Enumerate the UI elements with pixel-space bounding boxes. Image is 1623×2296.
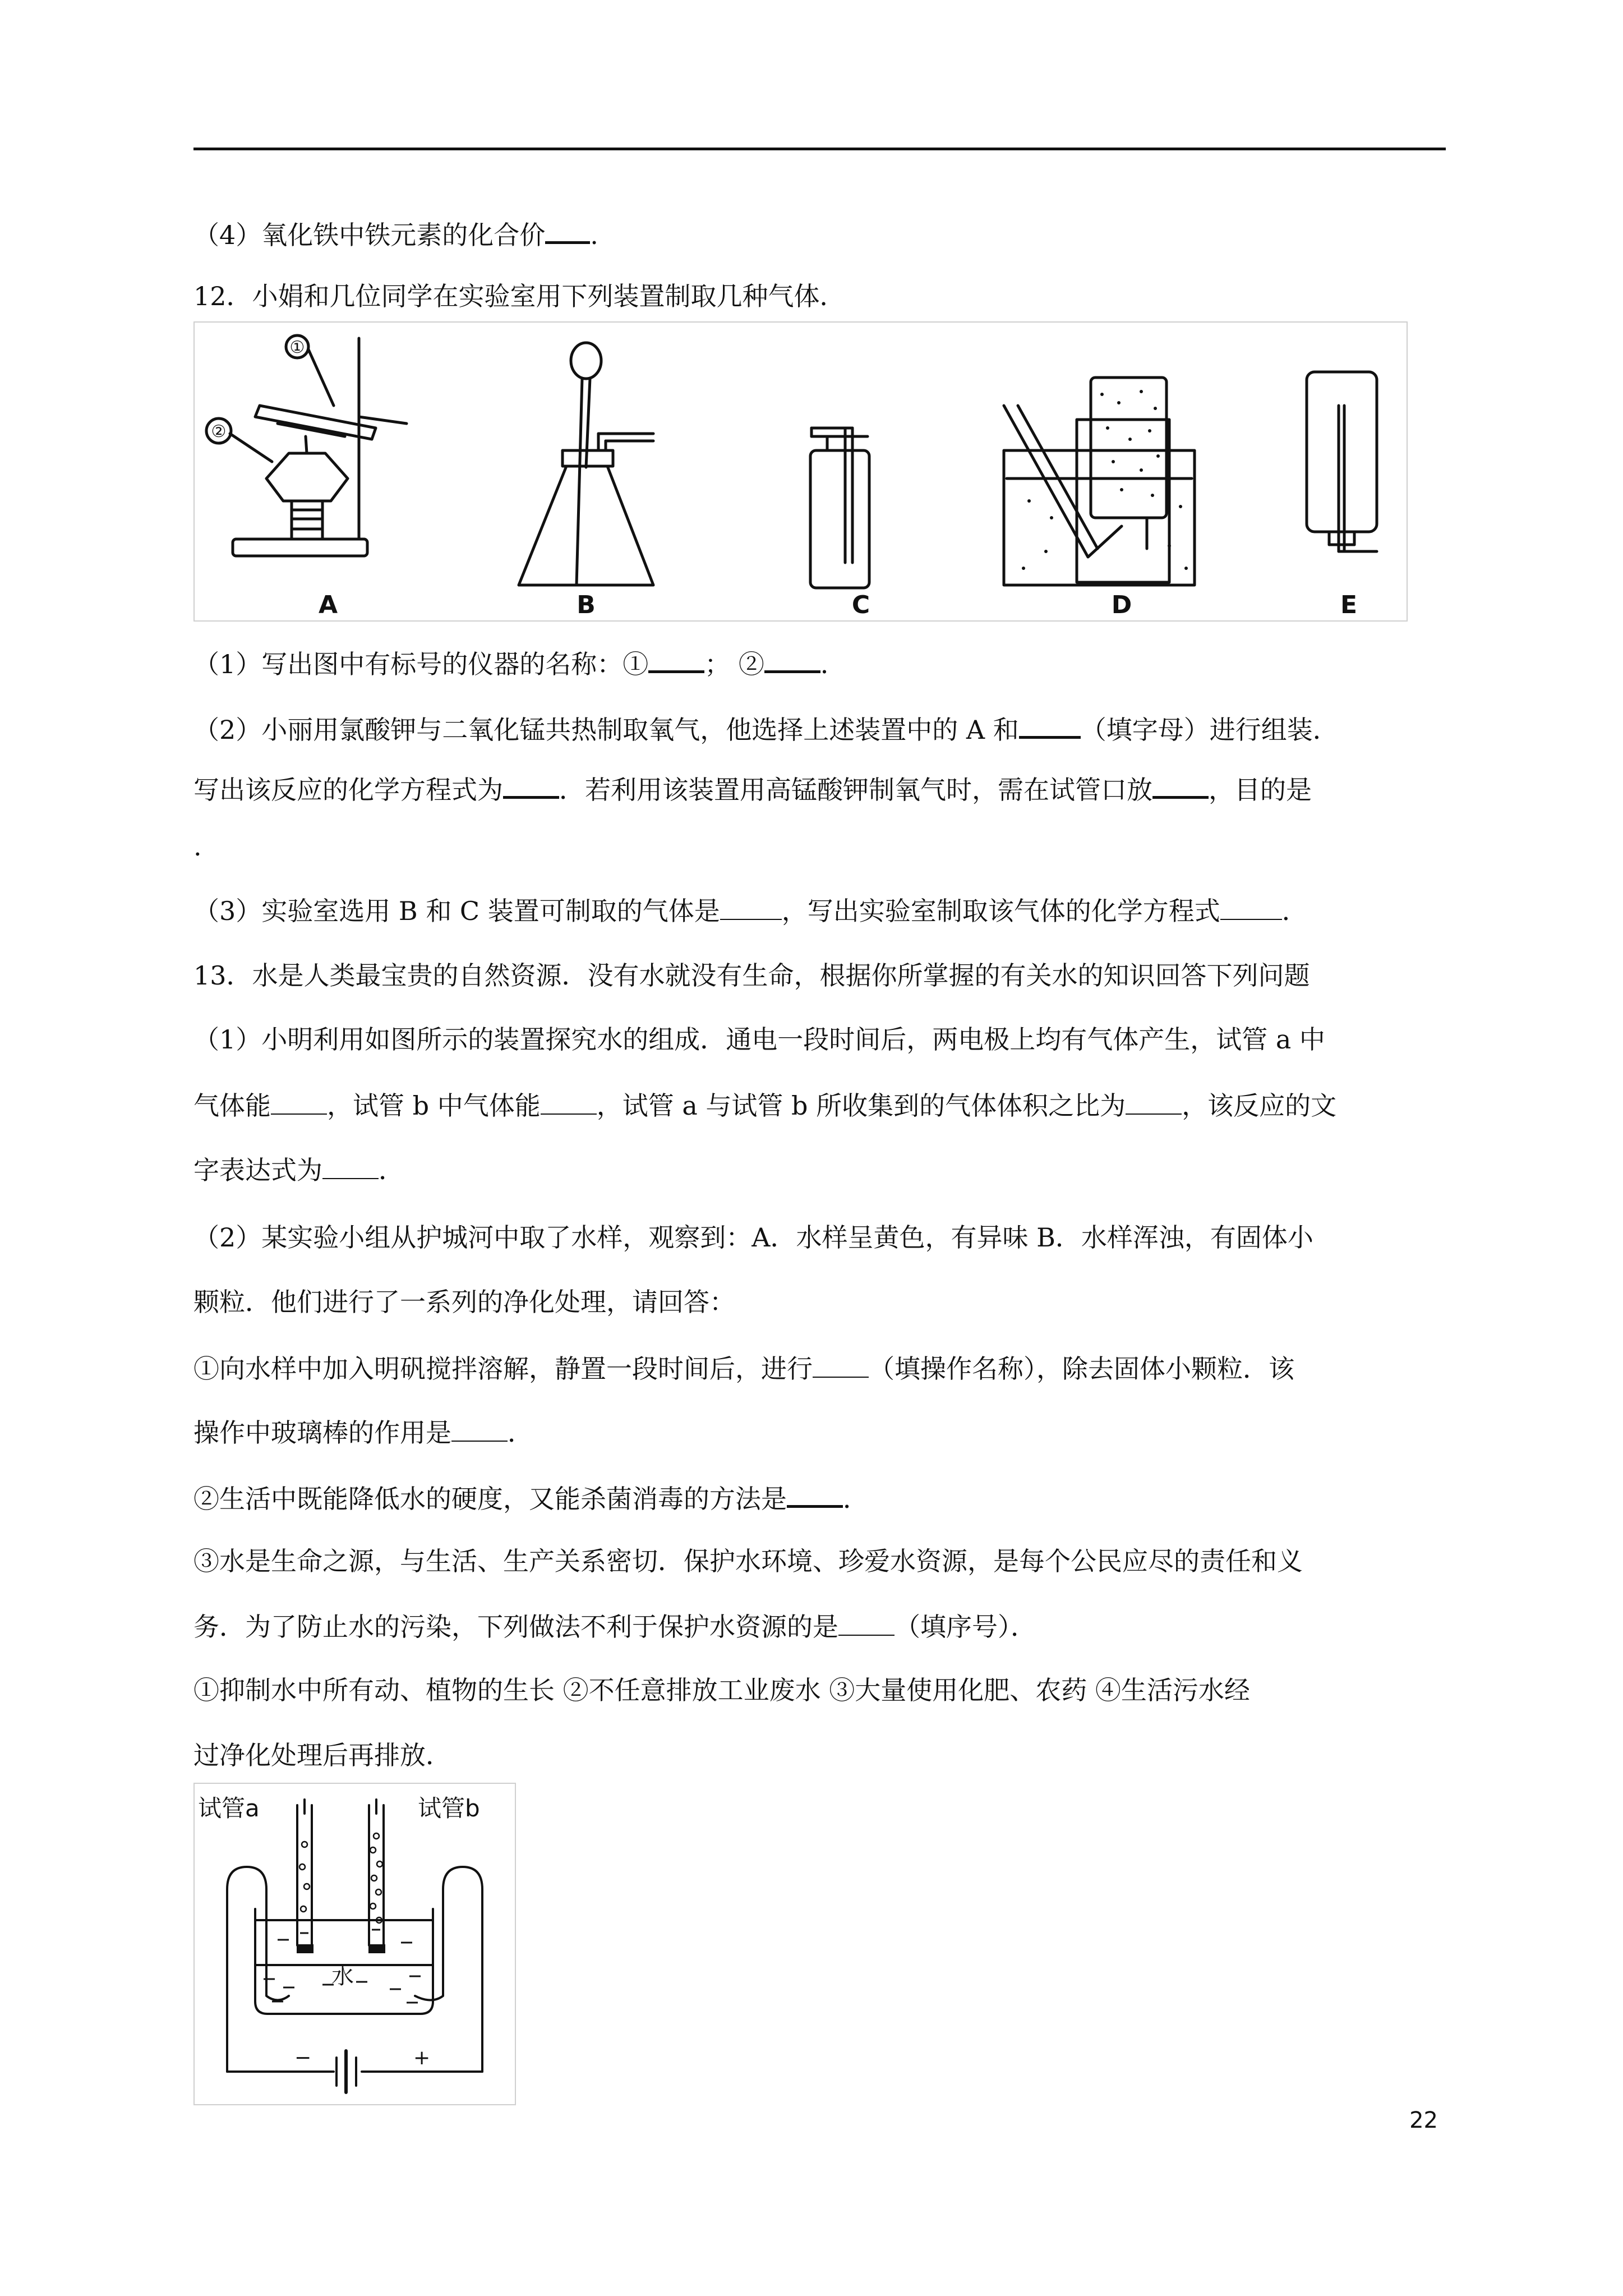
label-e: E [1340,591,1358,619]
answer-blank[interactable] [545,219,590,244]
lab-apparatus-figure [193,321,1408,622]
q13-step2: ②生活中既能降低水的硬度，又能杀菌消毒的方法是 ． [193,1484,869,1514]
tube-b-label: 试管b [418,1795,480,1822]
positive-sign: + [413,2046,431,2069]
answer-blank[interactable] [648,648,704,673]
answer-blank[interactable] [451,1418,508,1442]
marker-1: ① [289,338,305,357]
answer-blank[interactable] [503,774,559,799]
answer-blank[interactable] [1220,896,1282,920]
answer-blank[interactable] [541,1091,597,1115]
q13-step1-line2: 操作中玻璃棒的作用是 ． [193,1418,533,1448]
answer-blank[interactable] [813,1354,869,1378]
marker-2: ② [211,422,227,441]
label-b: B [577,591,596,619]
q12-part2-line3: . [193,831,202,862]
label-d: D [1111,591,1132,619]
page-number: 22 [1409,2108,1438,2133]
q12-title: 12．小娟和几位同学在实验室用下列装置制取几种气体． [193,281,846,311]
answer-blank[interactable] [838,1612,895,1636]
q13-step3-line2: 务．为了防止水的污染，下列做法不利于保护水资源的是 （填序号）． [193,1612,1036,1642]
q13-part2-line1: （2）某实验小组从护城河中取了水样，观察到：A．水样呈黄色，有异味 B．水样浑浊，有固体小 [193,1222,1313,1253]
q13-title: 13．水是人类最宝贵的自然资源．没有水就没有生命，根据你所掌握的有关水的知识回答下列问题 [193,960,1310,991]
q13-part1-line2: 气体能 ，试管 b 中气体能 ，试管 a 与试管 b 所收集到的气体体积之比为 ，该反应的文 [193,1091,1337,1121]
water-label: 水 [331,1963,354,1989]
answer-blank[interactable] [271,1091,327,1115]
answer-blank[interactable] [764,648,820,673]
label-a: A [318,591,338,619]
q13-part1-line3: 字表达式为 ． [193,1155,404,1185]
q12-part2-line2: 写出该反应的化学方程式为 ．若利用该装置用高锰酸钾制氧气时，需在试管口放 ，目的是 [193,775,1312,805]
q12-part2-line1: （2）小丽用氯酸钾与二氧化锰共热制取氧气，他选择上述装置中的 A 和 （填字母）进行组装． [193,715,1339,745]
answer-blank[interactable] [1019,714,1081,739]
electrolysis-figure [193,1783,516,2105]
q12-part3: （3）实验室选用 B 和 C 装置可制取的气体是 ，写出实验室制取该气体的化学方程式 ． [193,896,1308,926]
q13-options-line2: 过净化处理后再排放． [193,1740,451,1770]
q12-part1: （1）写出图中有标号的仪器的名称：① ； ② ． [193,649,846,679]
q13-step3-line1: ③水是生命之源，与生活、生产关系密切．保护水环境、珍爱水资源，是每个公民应尽的责任和义 [193,1546,1303,1576]
q13-part2-line2: 颗粒．他们进行了一系列的净化处理，请回答： [193,1287,735,1317]
label-c: C [851,591,870,619]
answer-blank[interactable] [720,896,782,920]
answer-blank[interactable] [322,1156,379,1179]
q11-part4: （4）氧化铁中铁元素的化合价 . [193,220,598,250]
tube-a-label: 试管a [198,1795,260,1822]
header-rule [193,148,1446,150]
answer-blank[interactable] [787,1483,843,1508]
answer-blank[interactable] [1126,1091,1182,1115]
q13-part1-line1: （1）小明利用如图所示的装置探究水的组成．通电一段时间后，两电极上均有气体产生，试管 a 中 [193,1024,1325,1055]
answer-blank[interactable] [1152,774,1209,799]
negative-sign: − [294,2046,312,2069]
q13-options-line1: ①抑制水中所有动、植物的生长 ②不任意排放工业废水 ③大量使用化肥、农药 ④生活污水经 [193,1675,1250,1705]
q13-step1-line1: ①向水样中加入明矾搅拌溶解，静置一段时间后，进行 （填操作名称），除去固体小颗粒．该 [193,1354,1294,1384]
